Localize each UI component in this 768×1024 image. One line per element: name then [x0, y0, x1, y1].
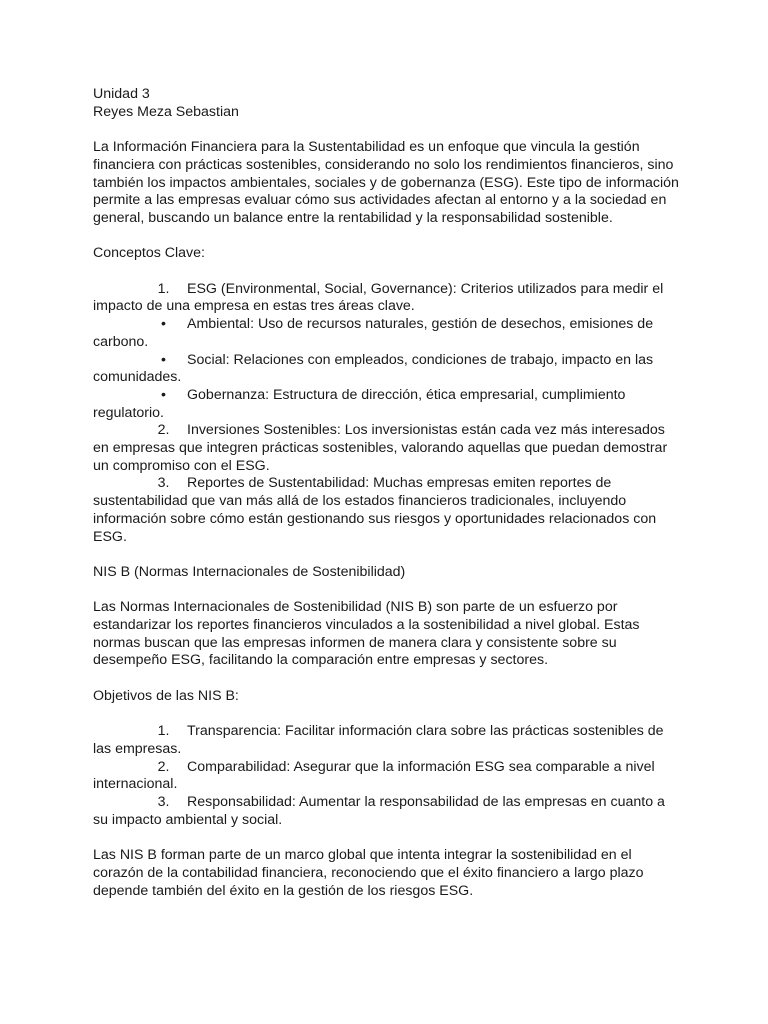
- bullet-marker: •: [161, 316, 166, 333]
- list-item: [93, 475, 683, 546]
- concepts-heading: Conceptos Clave:: [93, 245, 205, 262]
- list-item: [93, 316, 683, 351]
- spacer: [93, 706, 683, 724]
- nisb-paragraph: Las Normas Internacionales de Sostenibilidad (NIS B) son parte de un esfuerzo por estandarizar los reportes financieros vinculados a la sostenibilidad a nivel global. Estas normas buscan que las empresas informen de manera clara y consistente sobre su desempeño ESG, facilitando la comparación entre empresas y sectores.: [93, 599, 640, 669]
- list-item-text: Transparencia: Facilitar información clara sobre las prácticas sostenibles de las empresas.: [93, 723, 664, 757]
- list-item: [93, 281, 683, 316]
- spacer: [93, 121, 683, 139]
- list-item-text: ESG (Environmental, Social, Governance): Criterios utilizados para medir el impacto de una empresa en estas tres áreas clave.: [93, 280, 664, 315]
- list-item: [93, 723, 683, 758]
- bullet-marker: •: [161, 386, 166, 403]
- document-page: [93, 86, 683, 900]
- intro-paragraph: La Información Financiera para la Sustentabilidad es un enfoque que vincula la gestión financiera con prácticas sostenibles, considerando no solo los rendimientos financieros, sino también los impactos ambientales, sociales y de gobernanza (ESG). Este tipo de información permite a las empresas evaluar cómo sus actividades afectan al entorno y a la sociedad en general, buscando un balance entre la rentabilidad y la responsabilidad sostenible.: [93, 139, 679, 226]
- unit-title: Unidad 3: [93, 86, 150, 102]
- bullet-marker: •: [161, 351, 166, 368]
- author-name: Reyes Meza Sebastian: [93, 103, 239, 120]
- list-item-text: Inversiones Sostenibles: Los inversionistas están cada vez más interesados en empresas que integren prácticas sostenibles, valorando aquellas que puedan demostrar un compromiso con el ESG.: [93, 422, 668, 474]
- spacer: [93, 546, 683, 564]
- spacer: [93, 582, 683, 600]
- spacer: [93, 263, 683, 281]
- spacer: [93, 228, 683, 246]
- objectives-list: [93, 723, 683, 829]
- list-item-text: Reportes de Sustentabilidad: Muchas empresas emiten reportes de sustentabilidad que van más allá de los estados financieros tradicionales, incluyendo información sobre cómo están gestionando sus riesgos y oportunidades relacionados con ESG.: [93, 475, 657, 545]
- spacer: [93, 670, 683, 688]
- concepts-list: [93, 281, 683, 547]
- list-item-text: Ambiental: Uso de recursos naturales, gestión de desechos, emisiones de carbono.: [93, 316, 654, 350]
- conclusion-paragraph: Las NIS B forman parte de un marco global que intenta integrar la sostenibilidad en el corazón de la contabilidad financiera, reconociendo que el éxito financiero a largo plazo depende también del éxito en la gestión de los riesgos ESG.: [93, 847, 644, 899]
- spacer: [93, 829, 683, 847]
- list-item: [93, 422, 683, 475]
- list-item-text: Responsabilidad: Aumentar la responsabilidad de las empresas en cuanto a su impacto ambiental y social.: [93, 794, 665, 828]
- list-item: [93, 759, 683, 794]
- list-item-text: Social: Relaciones con empleados, condiciones de trabajo, impacto en las comunidades.: [93, 351, 654, 386]
- objectives-heading: Objetivos de las NIS B:: [93, 687, 239, 704]
- nisb-heading: NIS B (Normas Internacionales de Sostenibilidad): [93, 563, 406, 580]
- list-item-text: Gobernanza: Estructura de dirección, ética empresarial, cumplimiento regulatorio.: [93, 386, 626, 421]
- list-item-text: Comparabilidad: Asegurar que la información ESG sea comparable a nivel internacional.: [93, 758, 655, 793]
- list-item: [93, 352, 683, 387]
- list-marker: 1.: [157, 723, 170, 740]
- list-marker: 3.: [157, 794, 170, 811]
- list-item: [93, 387, 683, 422]
- list-marker: 3.: [157, 475, 170, 492]
- list-marker: 2.: [157, 758, 170, 775]
- list-marker: 2.: [157, 422, 170, 439]
- list-marker: 1.: [157, 280, 170, 297]
- list-item: [93, 794, 683, 829]
